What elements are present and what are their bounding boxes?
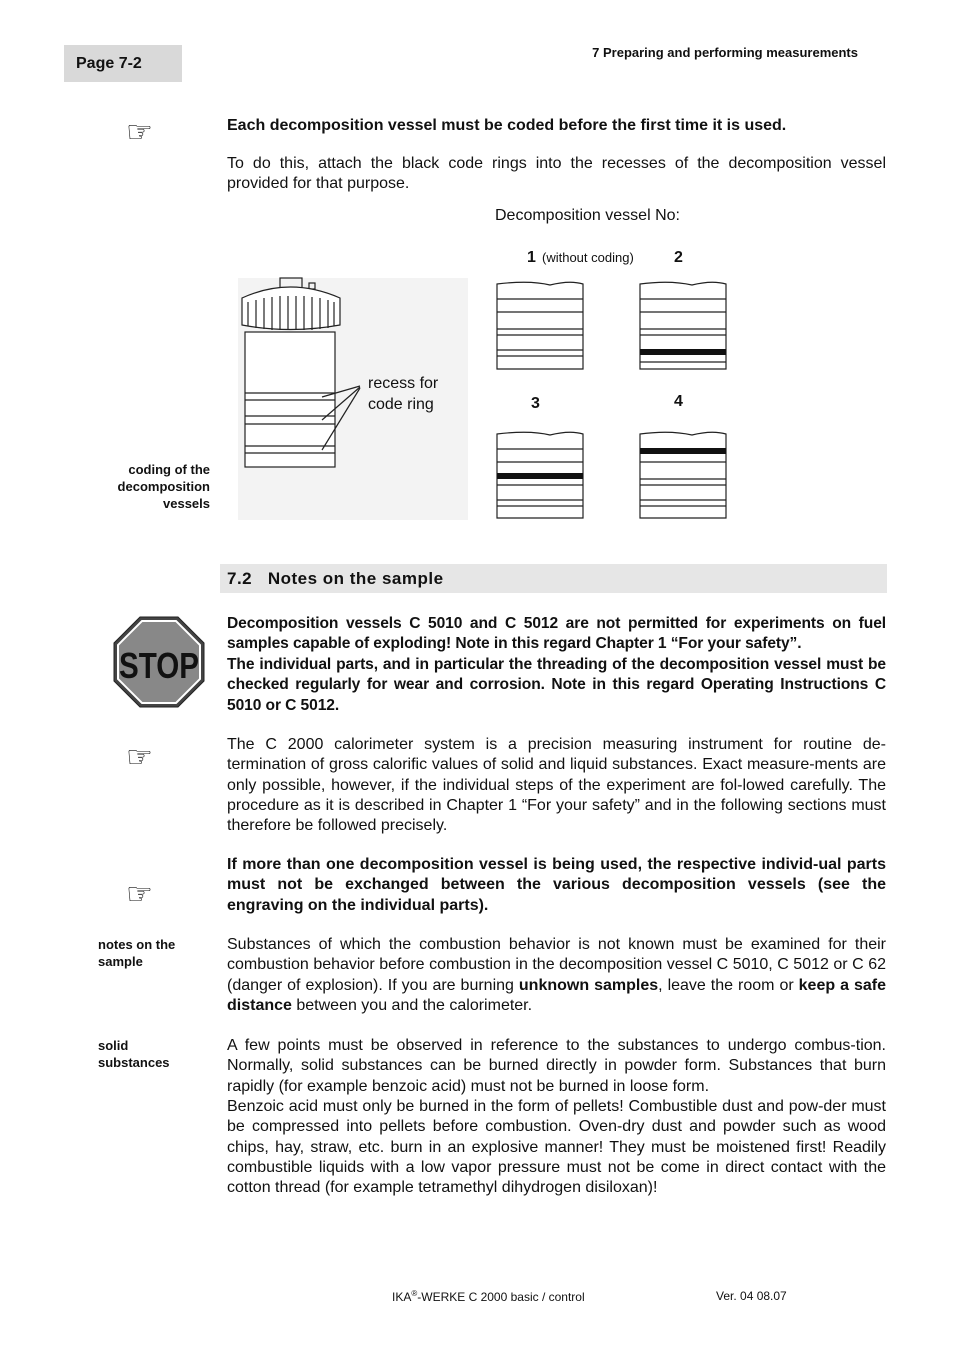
vessel-number-4: 4: [674, 393, 683, 410]
recess-label-line2: code ring: [368, 396, 434, 413]
pointing-hand-icon: ☞: [126, 116, 153, 149]
attach-rings-note: To do this, attach the black code rings into the recesses of the decomposition vessel provided for that purpose.: [227, 155, 886, 193]
pointing-hand-icon: ☞: [126, 878, 153, 911]
vessel-swatch-4: [640, 432, 726, 518]
stop-sign-text: STOP: [119, 645, 199, 686]
margin-note-solid-line2: substances: [98, 1055, 170, 1070]
margin-note-sample-line2: sample: [98, 954, 143, 969]
figure-caption-line3: vessels: [163, 496, 210, 511]
coding-required-note: Each decomposition vessel must be coded before the first time it is used.: [227, 117, 787, 134]
footer-version: Ver. 04 08.07: [716, 1289, 787, 1303]
vessel-swatch-2: [640, 282, 726, 369]
warning-wear: The individual parts, and in particular the threading of the decomposition vessel must be checked regularly for wear and corrosion. Note in this regard Operating Instructions C 5010 or C 5012.: [227, 656, 886, 714]
precision-paragraph: The C 2000 calorimeter system is a precision measuring instrument for routine de-termination of gross calorific values of solid and liquid substances. Exact measure-ments are only possible, however, if the individual steps of the experiment are fol-lowed carefully. The procedure as it is described in Chapter 1 “For your safety” and in the following sections must therefore be followed precisely.: [227, 736, 886, 835]
vessel-number-2: 2: [674, 249, 683, 266]
vessel-swatch-3: [497, 432, 583, 518]
vessel-no-label: Decomposition vessel No:: [495, 207, 680, 224]
figure-caption-line1: coding of the: [128, 462, 210, 477]
benzoic-paragraph: Benzoic acid must only be burned in the form of pellets! Combustible dust and pow-der must be compressed into pellets before combustion. Oven-dry dust and powder such as wood chips, hay, straw, etc. burn in an explosive manner! They must be moistened first! Readily combustible liquids with a low vapor pressure must not be come in direct contact with the cotton thread (for example tetramethyl dihydrogen disiloxan)!: [227, 1098, 886, 1197]
page-label: Page 7-2: [64, 45, 182, 82]
margin-note-solid: [98, 1037, 170, 1071]
margin-note-sample: [98, 936, 175, 970]
vessel-number-1: 1: [527, 249, 536, 266]
section-number: 7.2: [227, 569, 253, 588]
figure-caption-line2: decomposition: [117, 479, 210, 494]
solid-paragraph: A few points must be observed in reference to the substances to undergo combus-tion. Normally, solid substances can be burned directly in powder form. Substances that burn rapidly (for example benzoic acid) must not be burned in loose form.: [227, 1037, 886, 1095]
vessel-number-3: 3: [531, 395, 540, 412]
footer-brand-name: IKA: [392, 1290, 412, 1304]
substances-text-e: between you and the calorimeter.: [291, 996, 533, 1014]
substances-paragraph: [227, 935, 886, 1016]
vessel-coding-figure: [230, 240, 750, 525]
chapter-title: 7 Preparing and performing measurements: [592, 45, 858, 60]
substances-text-a: Substances of which the combustion behavior is not known must be examined for their combustion behavior before combustion in the decomposition vessel C 5010, C 5012 or C 62 (danger of explosion). If you are burning: [227, 936, 886, 994]
stop-sign-icon: [112, 615, 206, 709]
unknown-samples-text: unknown samples: [518, 976, 659, 994]
margin-note-solid-line1: solid: [98, 1038, 129, 1053]
pointing-hand-icon: ☞: [126, 741, 153, 774]
footer-registered-mark: ®: [411, 1289, 418, 1298]
section-title: Notes on the sample: [267, 569, 444, 588]
margin-note-sample-line1: notes on the: [98, 937, 176, 952]
warning-exploding: Decomposition vessels C 5010 and C 5012 are not permitted for experiments on fuel samples capable of exploding! Note in this regard Chapter 1 “For your safety”.: [227, 615, 886, 653]
multiple-vessels-paragraph: If more than one decomposition vessel is being used, the respective individ-ual parts must not be exchanged between the various decomposition vessels (see the engraving on the individual parts).: [227, 856, 886, 914]
recess-label-line1: recess for: [368, 375, 439, 392]
figure-caption: [118, 461, 210, 512]
substances-text-c: , leave the room or: [658, 976, 799, 994]
safe-distance-text: keep a safe distance: [227, 976, 887, 1014]
vessel-note-1: (without coding): [542, 250, 634, 265]
vessel-swatch-1: [497, 282, 583, 369]
footer-product: -WERKE C 2000 basic / control: [417, 1290, 585, 1304]
section-heading: [227, 569, 444, 589]
footer-brand: [392, 1289, 585, 1304]
